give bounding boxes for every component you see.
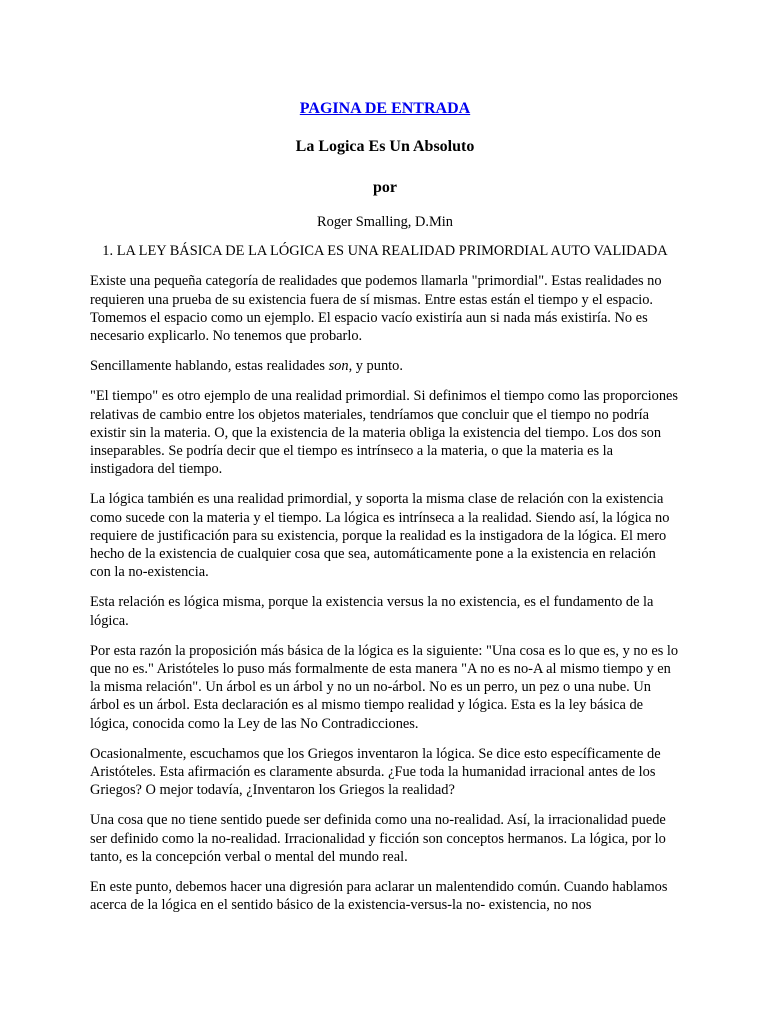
- paragraph-7: Ocasionalmente, escuchamos que los Griegos inventaron la lógica. Se dice esto específicamente de Aristóteles. Esta afirmación es claramente absurda. ¿Fue toda la humanidad irracional antes de los Griegos? O mejor todavía, ¿Inventaron los Griegos la realidad?: [90, 745, 661, 799]
- paragraph-9: En este punto, debemos hacer una digresión para aclarar un malentendido común. Cuando hablamos acerca de la lógica en el sentido básico de la existencia-versus-la no- existencia, no nos: [90, 879, 668, 914]
- byline-label: por: [373, 179, 397, 196]
- document-title: La Logica Es Un Absoluto: [295, 138, 475, 155]
- entry-page-link[interactable]: PAGINA DE ENTRADA: [299, 100, 471, 117]
- paragraph-3: "El tiempo" es otro ejemplo de una realidad primordial. Si definimos el tiempo como las proporciones relativas de cambio entre los objetos materiales, tendríamos que concluir que el tiempo no podría existir sin la materia. O, que la existencia de la materia obliga la existencia del tiempo. Los dos son inseparables. Se podría decir que el tiempo es intrínseco a la materia, o que la materia es la instigadora del tiempo.: [90, 388, 679, 478]
- author-name: Roger Smalling, D.Min: [317, 214, 453, 230]
- paragraph-2: [90, 357, 680, 375]
- paragraph-8: Una cosa que no tiene sentido puede ser definida como una no-realidad. Así, la irracionalidad puede ser definido como la no-realidad. Irracionalidad y ficción son conceptos hermanos. La lógica, por lo tanto, es la concepción verbal o mental del mundo real.: [90, 812, 666, 865]
- section-heading: 1. LA LEY BÁSICA DE LA LÓGICA ES UNA REALIDAD PRIMORDIAL AUTO VALIDADA: [102, 243, 668, 260]
- paragraph-6: Por esta razón la proposición más básica de la lógica es la siguiente: "Una cosa es lo que es, y no es lo que no es." Aristóteles lo puso más formalmente de esta manera "A no es no-A al mismo tiempo y en la misma relación". Un árbol es un árbol y no un no-árbol. No es un perro, un pez o una nube. Un árbol es un árbol. Esta declaración es al mismo tiempo realidad y lógica. Esta es la ley básica de lógica, conocida como la Ley de las No Contradicciones.: [90, 642, 679, 732]
- paragraph-1: Existe una pequeña categoría de realidades que podemos llamarla "primordial". Estas realidades no requieren una prueba de su existencia fuera de sí mismas. Entre estas están el tiempo y el espacio. Tomemos el espacio como un ejemplo. El espacio vacío existiría aun si nada más existiría. No es necesario explicarlo. No tenemos que probarlo.: [90, 273, 662, 345]
- paragraph-2-emphasis: son: [328, 358, 349, 375]
- document-page: [90, 96, 680, 915]
- paragraph-2-end: , y punto.: [348, 358, 403, 375]
- paragraph-5: Esta relación es lógica misma, porque la existencia versus la no existencia, es el fundamento de la lógica.: [90, 594, 654, 629]
- paragraph-4: La lógica también es una realidad primordial, y soporta la misma clase de relación con la existencia como sucede con la materia y el tiempo. La lógica es intrínseca a la realidad. Siendo así, la lógica no requiere de justificación para su existencia, porque la realidad es la instigadora de la lógica. El mero hecho de la existencia de cualquier cosa que sea, automáticamente pone a la existencia en relación con la no-existencia.: [90, 491, 670, 581]
- paragraph-2-start: Sencillamente hablando, estas realidades: [90, 358, 329, 375]
